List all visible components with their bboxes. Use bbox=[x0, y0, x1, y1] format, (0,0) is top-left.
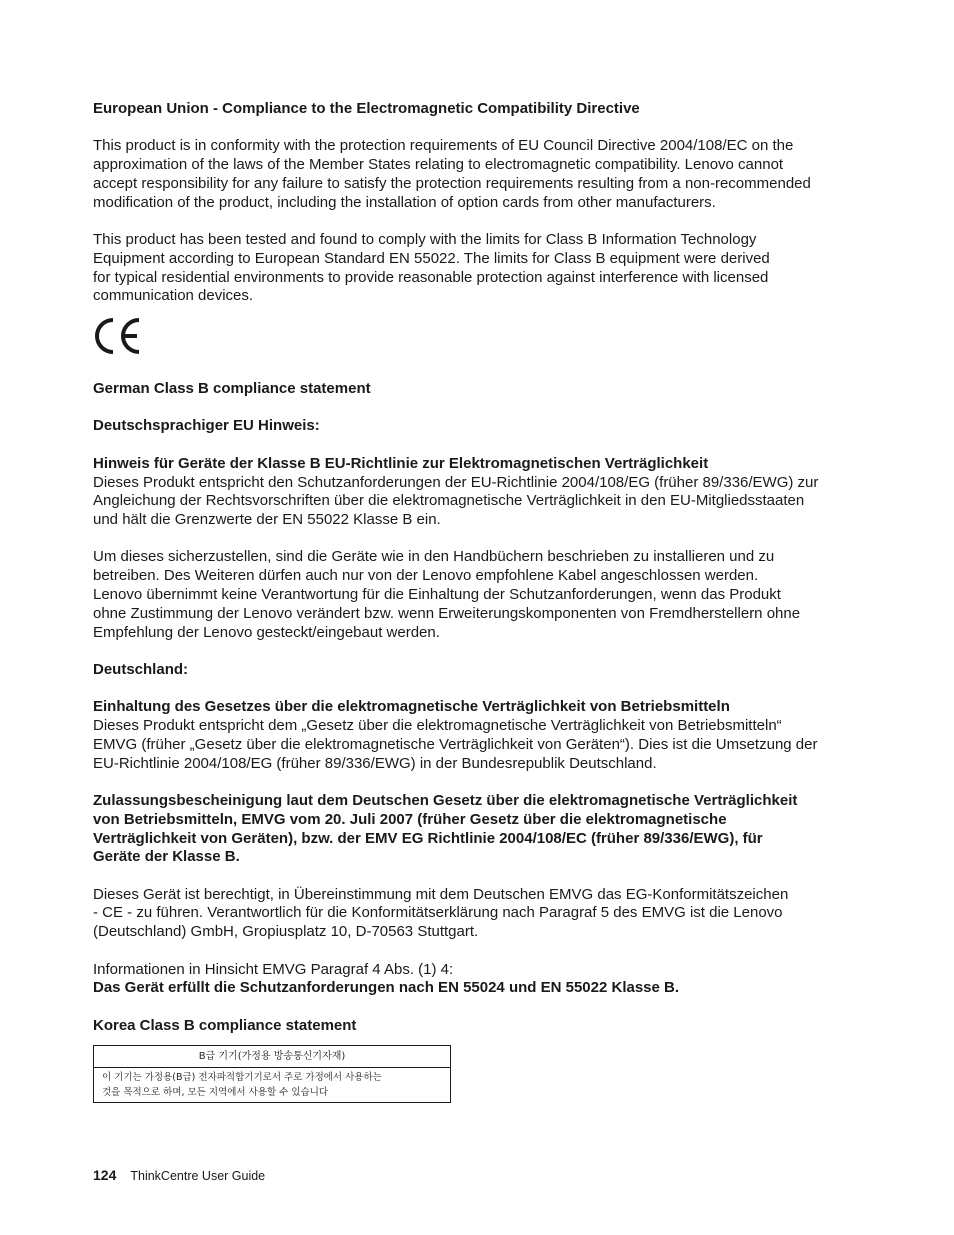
page-number: 124 bbox=[93, 1167, 117, 1183]
heading-line: von Betriebsmitteln, EMVG vom 20. Juli 2007 (früher Gesetz über die elektromagnetische bbox=[93, 810, 727, 828]
text-line: - CE - zu führen. Verantwortlich für die Konformitätserklärung nach Paragraf 5 des EMVG ist die Lenovo bbox=[93, 904, 783, 922]
heading-line: Verträglichkeit von Geräten), bzw. der EMV EG Richtlinie 2004/108/EC (früher 89/336/EWG), für bbox=[93, 829, 763, 847]
emvg-info-line: Informationen in Hinsicht EMVG Paragraf 4 Abs. (1) 4: bbox=[93, 960, 454, 978]
ce-mark-logo bbox=[93, 316, 853, 356]
text-line: modification of the product, including the installation of option cards from other manufacturers. bbox=[93, 193, 716, 211]
emvg-compliance-statement: Das Gerät erfüllt die Schutzanforderungen nach EN 55024 und EN 55022 Klasse B. bbox=[93, 979, 680, 997]
text-line: This product is in conformity with the protection requirements of EU Council Directive 2004/108/EC on the bbox=[93, 137, 794, 155]
page-footer bbox=[93, 1166, 265, 1185]
text-line: Empfehlung der Lenovo gesteckt/eingebaut werden. bbox=[93, 623, 440, 641]
text-line: for typical residential environments to provide reasonable protection against interference with licensed bbox=[93, 268, 769, 286]
german-class-b-heading: German Class B compliance statement bbox=[93, 380, 371, 398]
hinweis-heading: Hinweis für Geräte der Klasse B EU-Richtlinie zur Elektromagnetischen Verträglichkeit bbox=[93, 454, 709, 472]
deutschland-heading: Deutschland: bbox=[93, 660, 189, 678]
korea-text-line: 이 기기는 가정용(B급) 전자파적합기기로서 주로 가정에서 사용하는 bbox=[102, 1072, 382, 1084]
text-line: (Deutschland) GmbH, Gropiusplatz 10, D-70563 Stuttgart. bbox=[93, 923, 479, 941]
text-line: Angleichung der Rechtsvorschriften über die elektromagnetische Verträglichkeit in den EU-Mitgliedsstaaten bbox=[93, 492, 805, 510]
text-line: Equipment according to European Standard EN 55022. The limits for Class B equipment were derived bbox=[93, 249, 770, 267]
eu-heading: European Union - Compliance to the Electromagnetic Compatibility Directive bbox=[93, 100, 640, 117]
text-line: betreiben. Des Weiteren dürfen auch nur von der Lenovo empfohlene Kabel angeschlossen werden. bbox=[93, 567, 759, 585]
zulassung-heading bbox=[93, 792, 853, 867]
korea-compliance-table bbox=[93, 1045, 451, 1103]
text-line: EMVG (früher „Gesetz über die elektromagnetische Verträglichkeit von Geräten“). Dies ist die Umsetzung der bbox=[93, 735, 818, 753]
text-line: Lenovo übernimmt keine Verantwortung für die Einhaltung der Schutzanforderungen, wenn das Produkt bbox=[93, 586, 781, 604]
book-title: ThinkCentre User Guide bbox=[130, 1169, 266, 1183]
einhaltung-heading: Einhaltung des Gesetzes über die elektromagnetische Verträglichkeit von Betriebsmitteln bbox=[93, 698, 730, 716]
eu-paragraph-1 bbox=[93, 137, 853, 212]
korea-text-line: 것을 목적으로 하며, 모든 지역에서 사용할 수 있습니다 bbox=[102, 1087, 329, 1099]
text-line: EU-Richtlinie 2004/108/EG (früher 89/336/EWG) in der Bundesrepublik Deutschland. bbox=[93, 754, 657, 772]
eu-paragraph-2 bbox=[93, 231, 853, 306]
text-line: ohne Zustimmung der Lenovo verändert bzw. wenn Erweiterungskomponenten von Fremdherstellern ohne bbox=[93, 604, 801, 622]
heading-line: Zulassungsbescheinigung laut dem Deutschen Gesetz über die elektromagnetische Verträglichkeit bbox=[93, 791, 798, 809]
page-content bbox=[93, 100, 853, 1103]
deutsch-eu-hinweis-heading: Deutschsprachiger EU Hinweis: bbox=[93, 417, 320, 435]
text-line: Dieses Produkt entspricht den Schutzanforderungen der EU-Richtlinie 2004/108/EG (früher 89/336/EWG) zur bbox=[93, 473, 819, 491]
korea-class-b-heading: Korea Class B compliance statement bbox=[93, 1016, 357, 1034]
zulassung-paragraph bbox=[93, 886, 853, 942]
text-line: Dieses Produkt entspricht dem „Gesetz über die elektromagnetische Verträglichkeit von Betriebsmitteln“ bbox=[93, 717, 782, 735]
heading-line: Geräte der Klasse B. bbox=[93, 848, 240, 866]
text-line: This product has been tested and found to comply with the limits for Class B Information Technology bbox=[93, 230, 757, 248]
text-line: Um dieses sicherzustellen, sind die Geräte wie in den Handbüchern beschrieben zu installieren und zu bbox=[93, 548, 775, 566]
korea-table-body bbox=[94, 1068, 451, 1103]
text-line: communication devices. bbox=[93, 287, 254, 305]
korea-table-header: B급 기기(가정용 방송통신기자재) bbox=[94, 1046, 451, 1068]
text-line: und hält die Grenzwerte der EN 55022 Klasse B ein. bbox=[93, 511, 441, 529]
ce-mark-icon bbox=[93, 316, 145, 356]
hinweis-paragraph-1 bbox=[93, 474, 853, 530]
einhaltung-paragraph bbox=[93, 717, 853, 773]
text-line: approximation of the laws of the Member States relating to electromagnetic compatibility. Lenovo cannot bbox=[93, 156, 784, 174]
hinweis-paragraph-2 bbox=[93, 548, 853, 642]
text-line: Dieses Gerät ist berechtigt, in Übereinstimmung mit dem Deutschen EMVG das EG-Konformitätszeichen bbox=[93, 885, 789, 903]
text-line: accept responsibility for any failure to satisfy the protection requirements resulting from a non-recommended bbox=[93, 174, 811, 192]
